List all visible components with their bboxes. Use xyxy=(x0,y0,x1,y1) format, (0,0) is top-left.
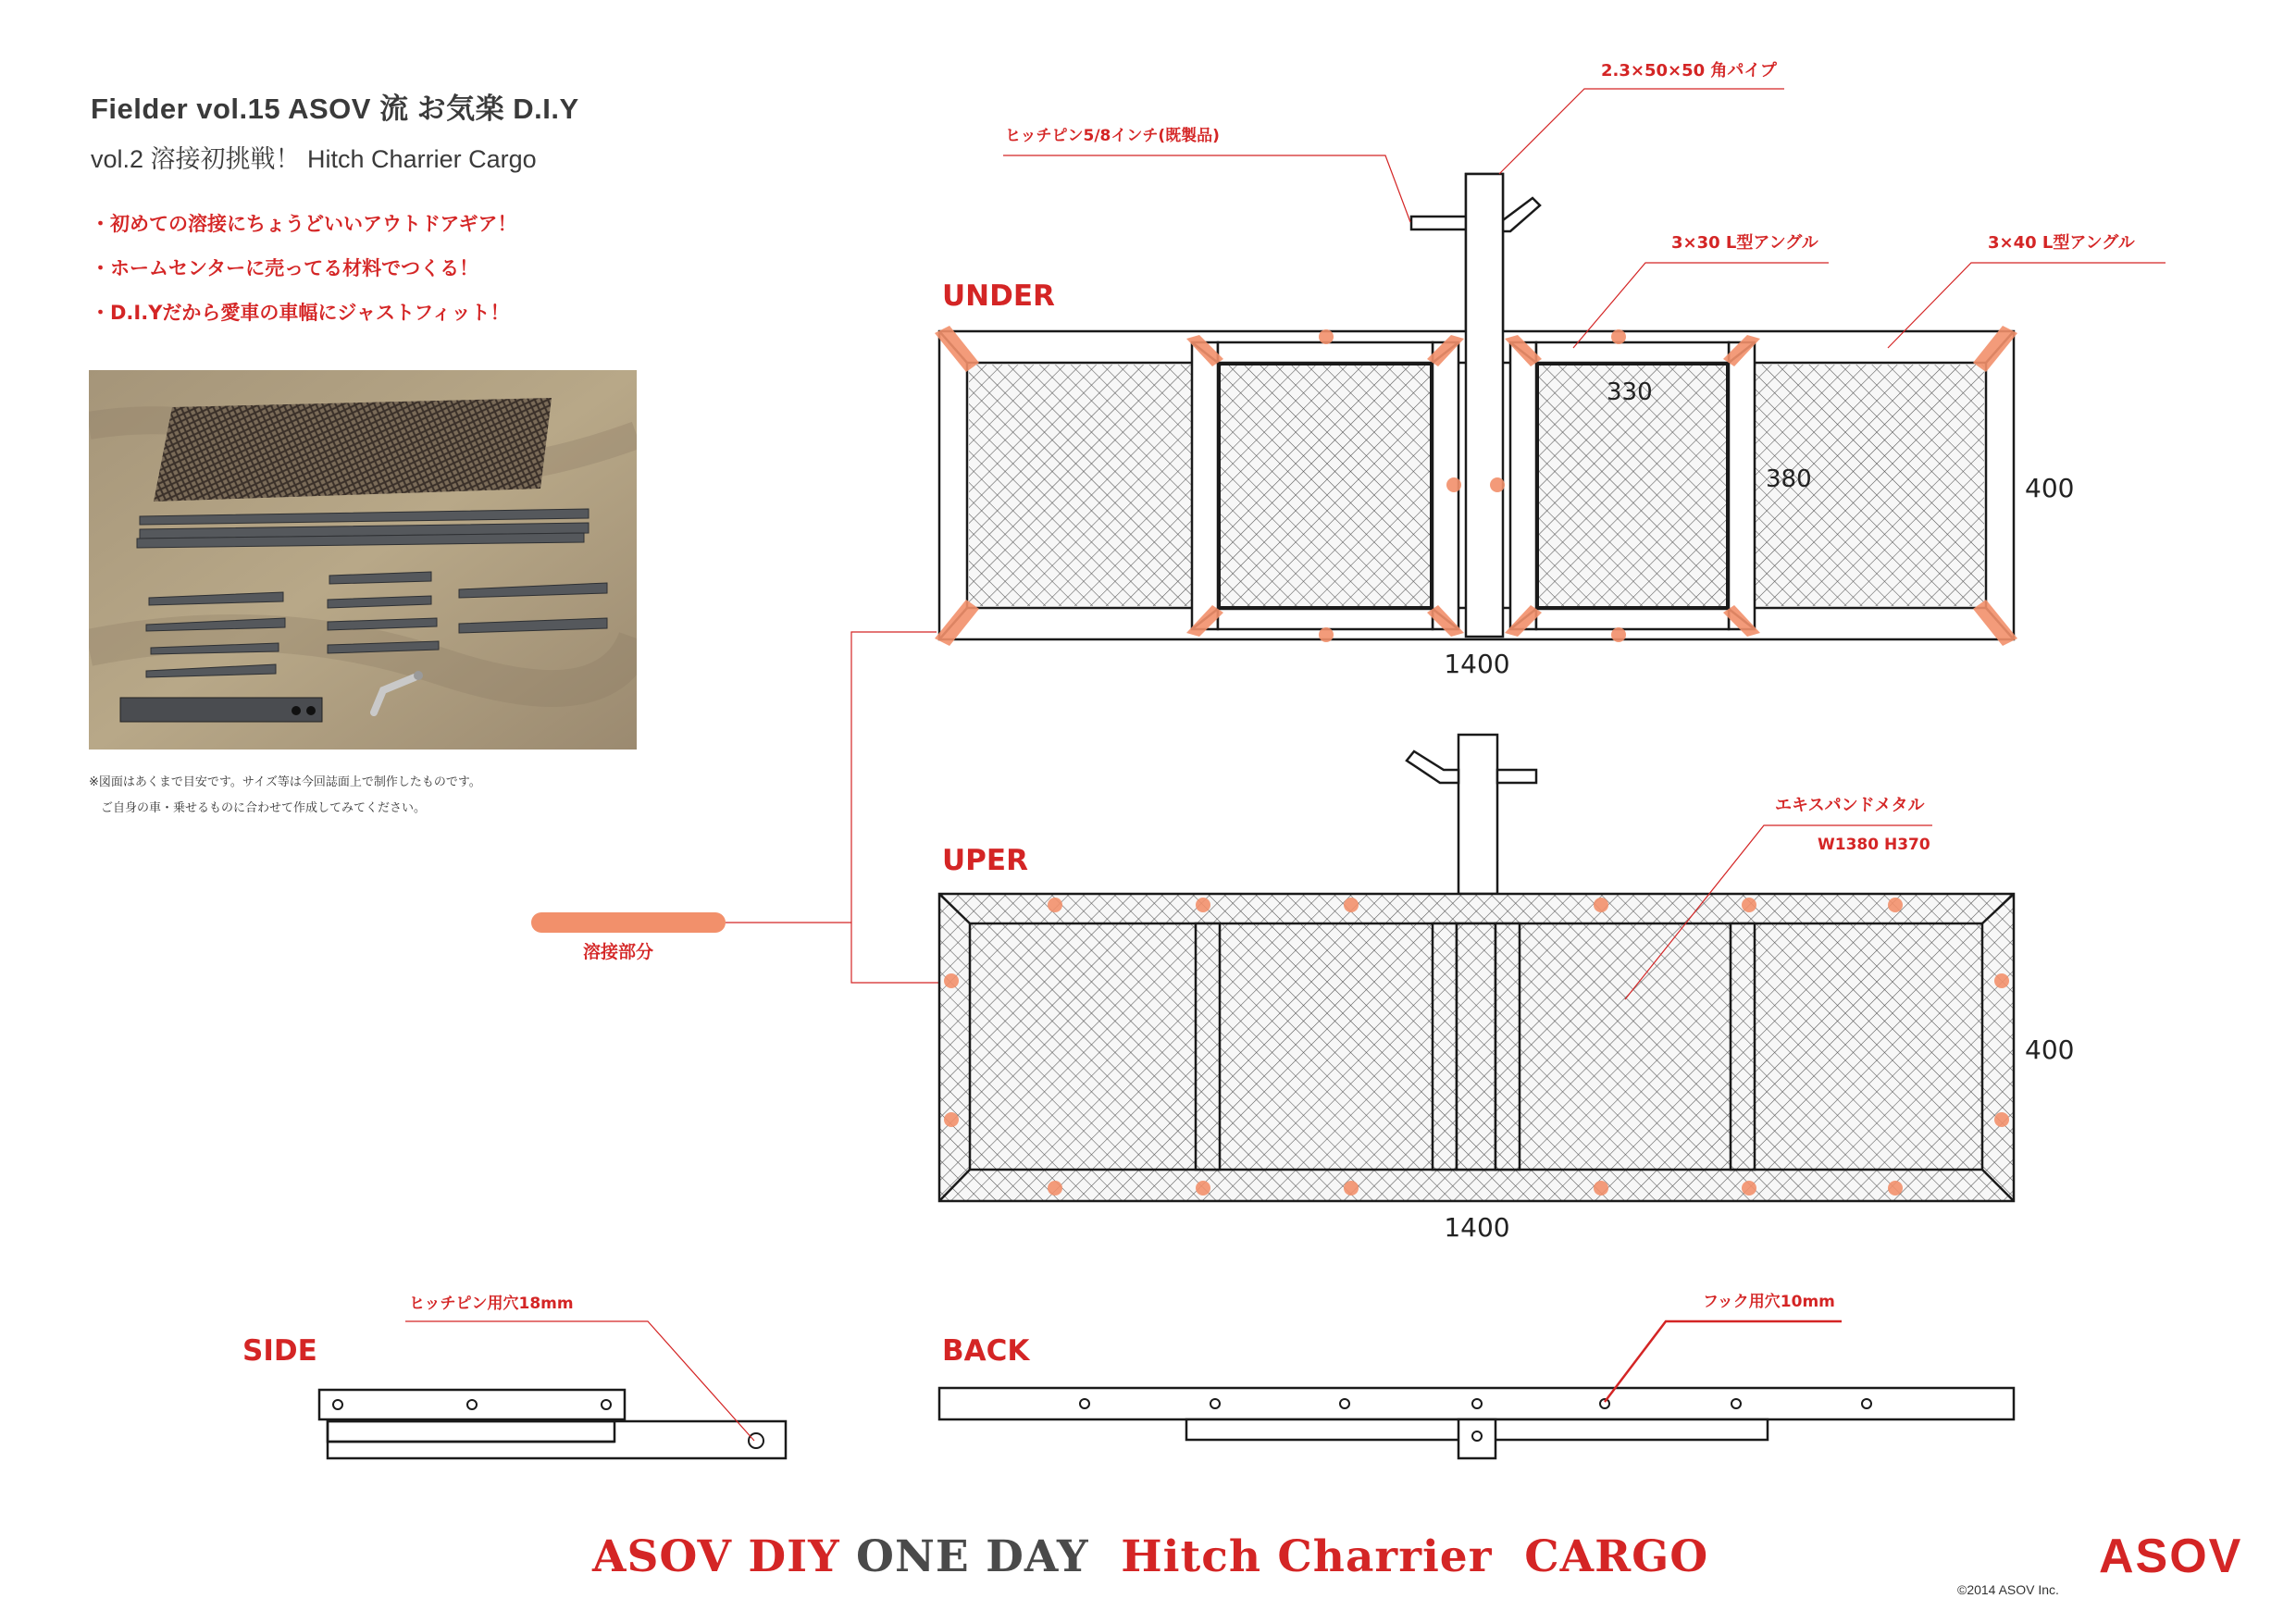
footer-title-part-3: Hitch Charrier CARGO xyxy=(1088,1531,1709,1582)
uper-hitch-clip xyxy=(1407,751,1458,783)
callouts-top xyxy=(1003,60,2166,348)
callout-pipe: 2.3×50×50 角パイプ xyxy=(1601,61,1777,81)
footer-title xyxy=(592,1531,1708,1582)
uper-hitch-pin xyxy=(1497,770,1536,783)
under-mesh-cell-1 xyxy=(969,365,1191,606)
under-dimension-width: 1400 xyxy=(1444,649,1510,679)
callout-hook-hole: フック用穴10mm xyxy=(1703,1293,1835,1311)
footer-title-part-1: ASOV DIY xyxy=(592,1531,857,1582)
callout-angle-30: 3×30 L型アングル xyxy=(1671,233,1818,253)
under-hitch-pin xyxy=(1411,217,1466,229)
copyright: ©2014 ASOV Inc. xyxy=(1957,1582,2059,1597)
uper-view-label: UPER xyxy=(942,844,1028,877)
feature-bullet-2: ・ホームセンターに売ってる材料でつくる！ xyxy=(91,257,479,279)
uper-dimension-height: 400 xyxy=(2025,1035,2075,1065)
uper-dimension-width: 1400 xyxy=(1444,1212,1510,1243)
back-view-label: BACK xyxy=(942,1334,1030,1368)
asov-logo: ASOV xyxy=(2099,1530,2243,1583)
under-dimension-height: 400 xyxy=(2025,473,2075,503)
feature-bullet-3: ・D.I.Yだから愛車の車幅にジャストフィット！ xyxy=(91,302,510,324)
under-view xyxy=(935,174,2074,679)
disclaimer-note-2: ご自身の車・乗せるものに合わせて作成してみてください。 xyxy=(89,801,427,815)
page-title: Fielder vol.15 ASOV 流 お気楽 D.I.Y xyxy=(91,93,579,125)
footer-title-part-2: ONE DAY xyxy=(856,1531,1089,1582)
panel-dimension-height: 380 xyxy=(1766,465,1812,493)
weld-legend xyxy=(531,632,946,983)
disclaimer-note-1: ※図面はあくまで目安です。サイズ等は今回誌面上で制作したものです。 xyxy=(89,775,481,789)
back-view xyxy=(939,1292,2014,1458)
callout-expanded-metal: エキスパンドメタル xyxy=(1775,796,1925,815)
under-view-label: UNDER xyxy=(942,279,1055,313)
side-view-label: SIDE xyxy=(242,1334,317,1368)
callout-expanded-metal-size: W1380 H370 xyxy=(1818,836,1930,854)
panel-dimension-width: 330 xyxy=(1607,378,1653,406)
weld-legend-swatch xyxy=(531,912,726,933)
under-hitch-clip xyxy=(1503,198,1540,231)
uper-hitch-bar xyxy=(1458,735,1497,894)
callout-angle-40: 3×40 L型アングル xyxy=(1988,233,2135,253)
feature-bullet-1: ・初めての溶接にちょうどいいアウトドアギア！ xyxy=(91,213,517,235)
callout-hitch-pin: ヒッチピン5/8インチ(既製品) xyxy=(1005,127,1220,145)
side-view xyxy=(242,1294,786,1458)
weld-legend-label: 溶接部分 xyxy=(583,942,654,962)
page-subtitle: vol.2 溶接初挑戦！ Hitch Charrier Cargo xyxy=(91,145,537,173)
uper-view xyxy=(939,735,2074,1243)
callout-pin-hole: ヒッチピン用穴18mm xyxy=(409,1295,574,1313)
